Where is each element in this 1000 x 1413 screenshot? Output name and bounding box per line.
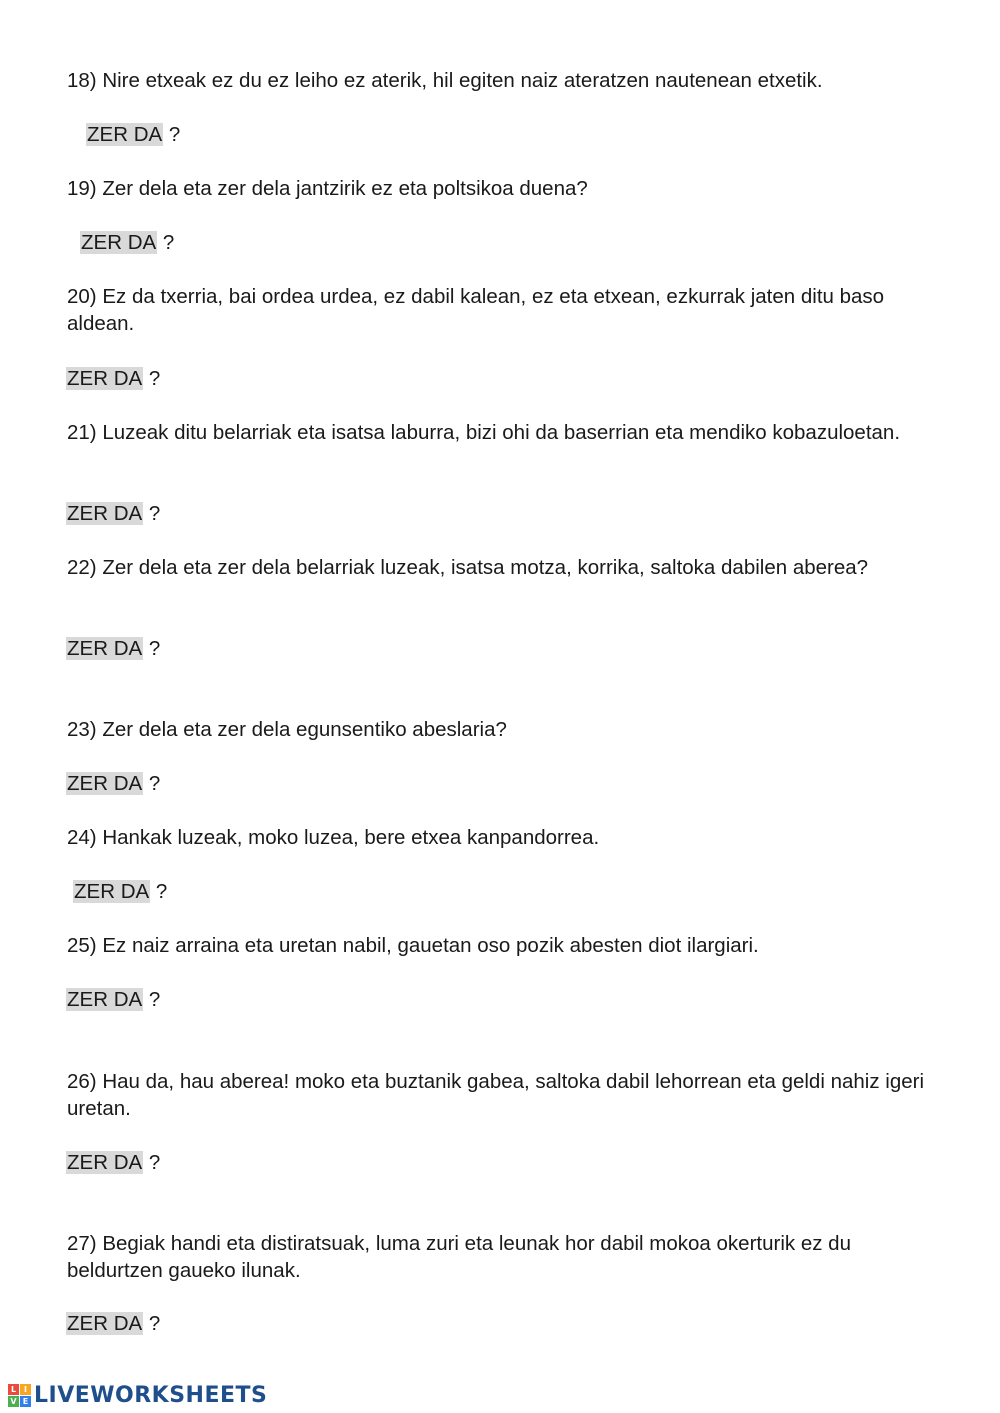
- answer-prompt: ZER DA: [67, 988, 143, 1011]
- answer-question-mark: ?: [148, 772, 161, 795]
- riddle-24-answer-field[interactable]: [73, 878, 167, 905]
- answer-prompt: ZER DA: [67, 772, 143, 795]
- riddle-22-text: 22) Zer dela eta zer dela belarriak luzeak, isatsa motza, korrika, saltoka dabilen aberea?: [67, 556, 869, 579]
- answer-prompt: ZER DA: [67, 1151, 143, 1174]
- riddle-19-text: 19) Zer dela eta zer dela jantzirik ez eta poltsikoa duena?: [67, 177, 588, 200]
- riddle-23-text: 23) Zer dela eta zer dela egunsentiko abeslaria?: [67, 718, 507, 741]
- riddle-21-answer-field[interactable]: [66, 500, 160, 527]
- answer-prompt: ZER DA: [67, 367, 143, 390]
- riddle-22-answer-field[interactable]: [66, 635, 160, 662]
- riddle-26-text: 26) Hau da, hau aberea! moko eta buztanik gabea, saltoka dabil lehorrean eta geldi nahiz igeri uretan.: [67, 1070, 925, 1120]
- liveworksheets-logo-icon: [8, 1384, 31, 1407]
- logo-tile: L: [8, 1384, 19, 1395]
- answer-question-mark: ?: [148, 367, 161, 390]
- riddle-20-text: 20) Ez da txerria, bai ordea urdea, ez dabil kalean, ez eta etxean, ezkurrak jaten ditu baso aldean.: [67, 285, 885, 335]
- answer-question-mark: ?: [148, 637, 161, 660]
- riddle-27-answer-field[interactable]: [66, 1310, 160, 1337]
- answer-question-mark: ?: [148, 988, 161, 1011]
- riddle-23-answer-field[interactable]: [66, 770, 160, 797]
- answer-prompt: ZER DA: [67, 502, 143, 525]
- answer-prompt: ZER DA: [67, 637, 143, 660]
- riddle-26-answer-field[interactable]: [66, 1149, 160, 1176]
- riddle-25-answer-field[interactable]: [66, 986, 160, 1013]
- answer-question-mark: ?: [148, 502, 161, 525]
- brand-name: LIVEWORKSHEETS: [34, 1382, 268, 1408]
- logo-tile: E: [20, 1396, 31, 1407]
- riddle-27-text: 27) Begiak handi eta distiratsuak, luma zuri eta leunak hor dabil mokoa okerturik ez du beldurtzen gaueko ilunak.: [67, 1232, 851, 1282]
- answer-question-mark: ?: [155, 880, 168, 903]
- riddle-18-answer-field[interactable]: [86, 121, 180, 148]
- answer-prompt: ZER DA: [67, 1312, 143, 1335]
- riddle-19-answer-field[interactable]: [80, 229, 174, 256]
- answer-question-mark: ?: [162, 231, 175, 254]
- answer-prompt: ZER DA: [74, 880, 150, 903]
- riddle-25-text: 25) Ez naiz arraina eta uretan nabil, gauetan oso pozik abesten diot ilargiari.: [67, 934, 759, 957]
- logo-tile: I: [20, 1384, 31, 1395]
- riddle-21-text: 21) Luzeak ditu belarriak eta isatsa laburra, bizi ohi da baserrian eta mendiko kobazuloetan.: [67, 421, 901, 444]
- footer-brand[interactable]: [8, 1380, 267, 1410]
- riddle-24-text: 24) Hankak luzeak, moko luzea, bere etxea kanpandorrea.: [67, 826, 600, 849]
- answer-question-mark: ?: [148, 1151, 161, 1174]
- answer-prompt: ZER DA: [81, 231, 157, 254]
- riddle-18-text: 18) Nire etxeak ez du ez leiho ez aterik, hil egiten naiz ateratzen nautenean etxetik.: [67, 69, 823, 92]
- answer-question-mark: ?: [148, 1312, 161, 1335]
- logo-tile: V: [8, 1396, 19, 1407]
- answer-question-mark: ?: [168, 123, 181, 146]
- riddle-20-answer-field[interactable]: [66, 365, 160, 392]
- answer-prompt: ZER DA: [87, 123, 163, 146]
